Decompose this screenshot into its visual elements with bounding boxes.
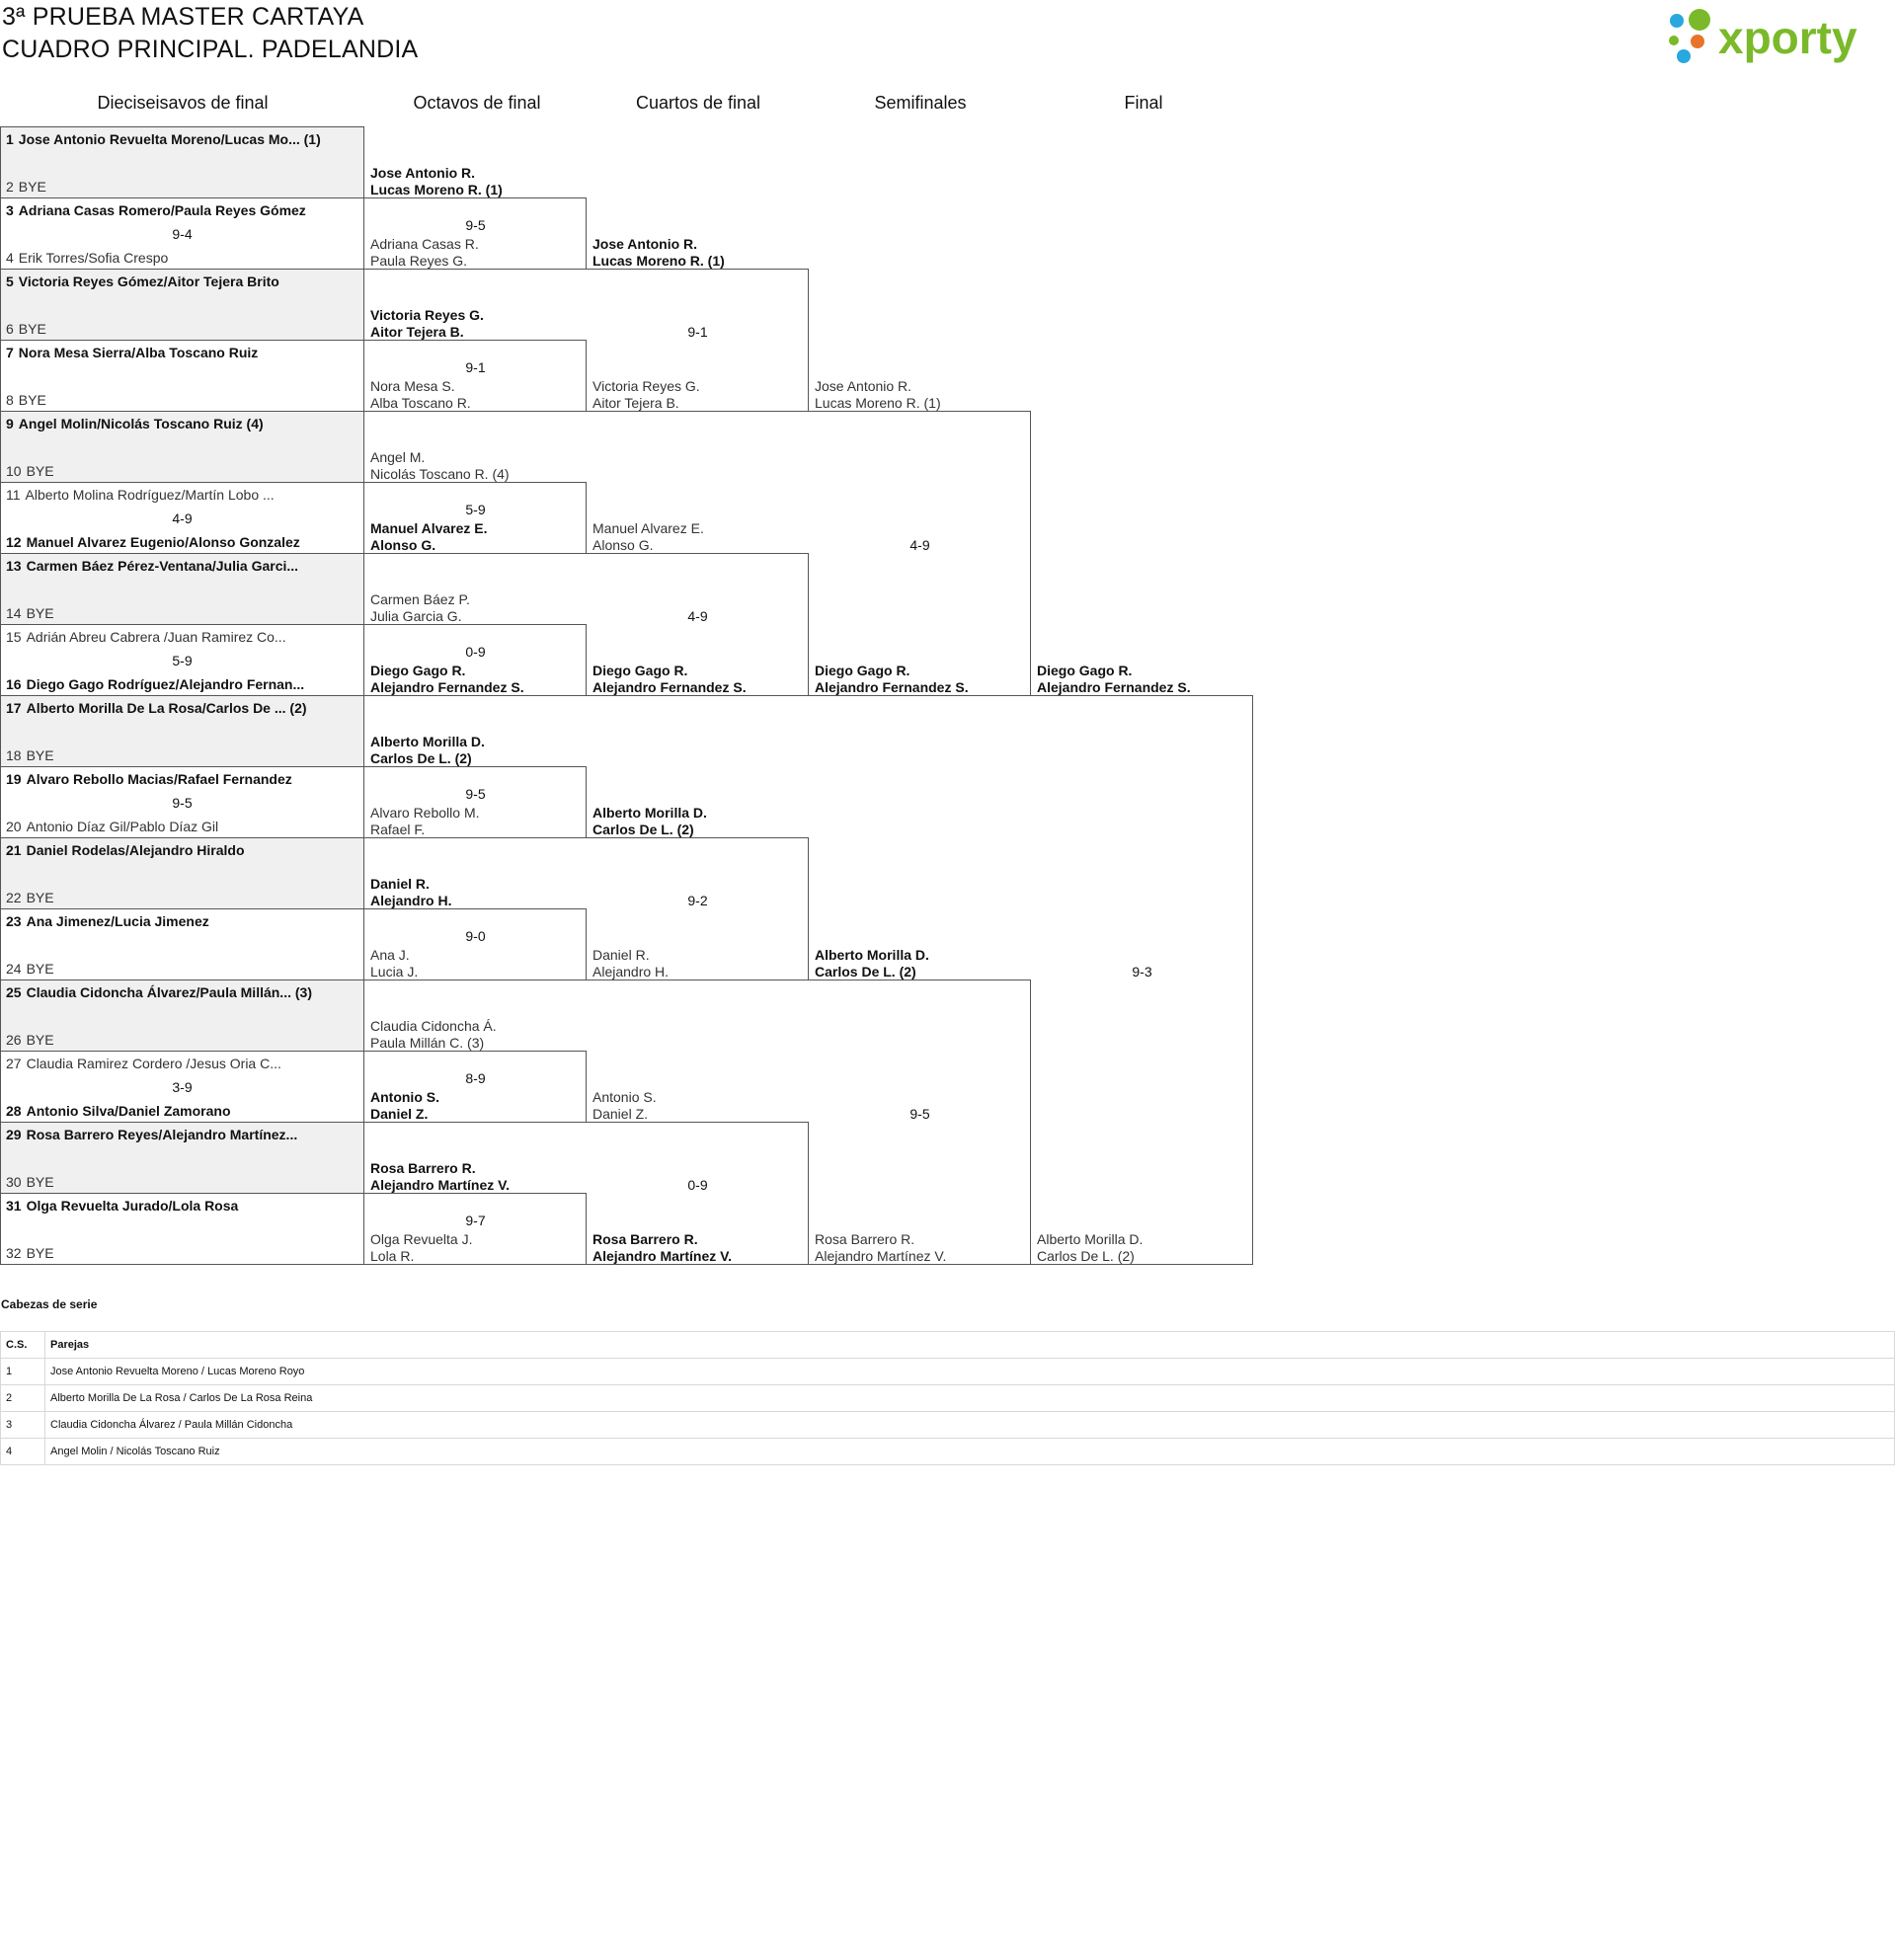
seeds-row — [1, 1359, 1895, 1385]
team-name: Nora Mesa Sierra/Alba Toscano Ruiz — [18, 345, 259, 360]
match-score: 9-1 — [687, 324, 708, 340]
team-seed-number: 14 — [6, 605, 22, 621]
team-player-1: Diego Gago R. — [1037, 663, 1133, 678]
match-score: 0-9 — [687, 1177, 708, 1193]
team-player-1: Angel M. — [370, 449, 426, 465]
team-player-2: Alejandro Fernandez S. — [370, 679, 524, 695]
bracket-line — [1252, 695, 1253, 1264]
seed-pair: Jose Antonio Revuelta Moreno / Lucas Moreno Royo — [45, 1359, 1895, 1385]
match-score: 5-9 — [172, 653, 193, 668]
team-bottom-short — [370, 947, 583, 982]
team-player-2: Lucas Moreno R. (1) — [815, 395, 941, 411]
team-seed-number: 17 — [6, 700, 22, 716]
team-player-2: Lucia J. — [370, 964, 419, 980]
team-bottom — [6, 250, 356, 266]
bracket-line — [364, 269, 587, 270]
team-name: Diego Gago Rodríguez/Alejandro Fernan... — [26, 676, 305, 692]
bracket-line — [0, 766, 364, 767]
bracket-line — [0, 1122, 364, 1123]
team-seed-number: 20 — [6, 819, 22, 834]
bracket-line — [0, 269, 364, 270]
team-name: Claudia Cidoncha Álvarez/Paula Millán... (3) — [26, 984, 312, 1000]
bracket-line — [0, 1264, 364, 1265]
match-score: 9-5 — [465, 786, 486, 802]
bracket-line — [364, 695, 587, 696]
bracket-line — [364, 624, 587, 625]
bracket-line — [808, 1122, 809, 1264]
bracket-line — [364, 1051, 587, 1052]
team-player-2: Alejandro H. — [592, 964, 670, 980]
team-bottom — [6, 747, 356, 763]
team-seed-number: 31 — [6, 1198, 22, 1214]
team-player-1: Alberto Morilla D. — [592, 805, 707, 821]
team-bottom — [6, 534, 356, 550]
bracket-line — [587, 695, 809, 696]
bracket-line — [586, 482, 587, 553]
bracket-line — [809, 411, 1031, 412]
team-seed-number: 10 — [6, 463, 22, 479]
team-name: Daniel Rodelas/Alejandro Hiraldo — [26, 842, 245, 858]
team-top-short — [370, 449, 583, 485]
team-seed-number: 2 — [6, 179, 14, 195]
bracket-line — [586, 197, 587, 269]
team-player-2: Carlos De L. (2) — [1037, 1248, 1135, 1264]
bracket-line — [0, 411, 364, 412]
match-score: 3-9 — [172, 1079, 193, 1095]
team-top — [6, 1056, 356, 1071]
team-name: Olga Revuelta Jurado/Lola Rosa — [26, 1198, 239, 1214]
bracket-line — [0, 837, 364, 838]
team-name: BYE — [26, 605, 54, 621]
seed-number: 1 — [1, 1359, 45, 1385]
match-score: 0-9 — [465, 644, 486, 660]
match-score: 9-3 — [1132, 964, 1152, 980]
bracket-line — [1030, 980, 1031, 1264]
bracket-line — [0, 126, 364, 127]
team-bottom — [6, 1174, 356, 1190]
match-score: 8-9 — [465, 1070, 486, 1086]
team-bottom — [6, 321, 356, 337]
team-bottom — [6, 1245, 356, 1261]
team-player-1: Carmen Báez P. — [370, 591, 470, 607]
logo-dot-blue-top — [1670, 14, 1684, 28]
bracket-line — [587, 269, 809, 270]
team-top — [6, 913, 356, 929]
bracket-line — [364, 908, 587, 909]
team-name: BYE — [26, 1174, 54, 1190]
team-player-1: Alvaro Rebollo M. — [370, 805, 480, 821]
team-bottom — [6, 1103, 356, 1119]
team-player-1: Olga Revuelta J. — [370, 1231, 473, 1247]
seed-pair: Claudia Cidoncha Álvarez / Paula Millán Cidoncha — [45, 1412, 1895, 1439]
bracket-line — [586, 766, 587, 837]
team-player-1: Alberto Morilla D. — [1037, 1231, 1144, 1247]
team-bottom-short — [592, 947, 805, 982]
team-player-2: Alejandro Fernandez S. — [1037, 679, 1191, 695]
bracket-line — [364, 837, 587, 838]
bracket-line — [0, 624, 364, 625]
team-bottom-short — [1037, 1231, 1249, 1267]
team-player-1: Victoria Reyes G. — [592, 378, 700, 394]
team-bottom — [6, 1032, 356, 1048]
bracket-line — [0, 1193, 364, 1194]
team-player-2: Aitor Tejera B. — [592, 395, 679, 411]
team-name: Erik Torres/Sofia Crespo — [18, 250, 169, 266]
bracket-line — [587, 1264, 809, 1265]
team-seed-number: 1 — [6, 131, 14, 147]
team-seed-number: 27 — [6, 1056, 22, 1071]
team-top-short — [592, 520, 805, 556]
team-seed-number: 25 — [6, 984, 22, 1000]
team-player-2: Paula Reyes G. — [370, 253, 468, 269]
bracket-line — [587, 553, 809, 554]
team-player-1: Victoria Reyes G. — [370, 307, 484, 323]
round-heading: Dieciseisavos de final — [97, 93, 269, 113]
team-name: BYE — [18, 392, 46, 408]
team-name: BYE — [18, 179, 46, 195]
team-name: BYE — [26, 463, 54, 479]
seeds-title: Cabezas de serie — [1, 1297, 98, 1311]
team-player-1: Manuel Alvarez E. — [592, 520, 704, 536]
team-bottom-short — [592, 663, 805, 698]
team-bottom-short — [370, 1231, 583, 1267]
team-player-2: Julia Garcia G. — [370, 608, 462, 624]
bracket-line — [0, 553, 364, 554]
team-bottom — [6, 961, 356, 977]
bracket-line — [1031, 695, 1253, 696]
team-name: Claudia Ramirez Cordero /Jesus Oria C... — [26, 1056, 281, 1071]
seeds-table — [0, 1331, 1895, 1465]
bracket-line — [808, 269, 809, 411]
team-player-1: Antonio S. — [370, 1089, 439, 1105]
match-score: 9-5 — [909, 1106, 930, 1122]
bracket-line — [587, 1122, 809, 1123]
team-player-1: Ana J. — [370, 947, 410, 963]
team-player-2: Carlos De L. (2) — [370, 750, 472, 766]
team-player-2: Carlos De L. (2) — [592, 822, 694, 837]
team-player-1: Daniel R. — [592, 947, 650, 963]
tournament-title-line2: CUADRO PRINCIPAL. PADELANDIA — [2, 36, 419, 63]
team-name: Adriana Casas Romero/Paula Reyes Gómez — [18, 202, 306, 218]
team-player-1: Rosa Barrero R. — [815, 1231, 915, 1247]
team-player-1: Diego Gago R. — [370, 663, 466, 678]
team-seed-number: 9 — [6, 416, 14, 431]
bracket-line — [364, 197, 587, 198]
team-player-2: Daniel Z. — [370, 1106, 429, 1122]
team-player-1: Jose Antonio R. — [592, 236, 698, 252]
bracket-line — [0, 340, 364, 341]
bracket-line — [1031, 1264, 1253, 1265]
team-player-1: Rosa Barrero R. — [370, 1160, 476, 1176]
bracket-line — [0, 1051, 364, 1052]
logo-wordmark: xporty — [1718, 12, 1857, 63]
seeds-row — [1, 1412, 1895, 1439]
team-top-short — [370, 876, 583, 911]
match-score: 9-4 — [172, 226, 193, 242]
team-top — [6, 700, 356, 716]
team-name: Adrián Abreu Cabrera /Juan Ramirez Co... — [26, 629, 286, 645]
match-score: 9-5 — [465, 217, 486, 233]
match-score: 4-9 — [172, 510, 193, 526]
team-player-2: Alejandro H. — [370, 893, 452, 908]
bracket-line — [0, 482, 364, 483]
match-score: 4-9 — [909, 537, 930, 553]
team-name: Angel Molin/Nicolás Toscano Ruiz (4) — [18, 416, 264, 431]
team-player-2: Alonso G. — [370, 537, 436, 553]
seeds-header-row — [1, 1332, 1895, 1359]
team-player-2: Alejandro Fernandez S. — [592, 679, 747, 695]
team-player-2: Alejandro Martínez V. — [370, 1177, 511, 1193]
bracket-line — [809, 695, 1031, 696]
bracket-line — [586, 908, 587, 980]
team-player-1: Jose Antonio R. — [815, 378, 912, 394]
team-name: Victoria Reyes Gómez/Aitor Tejera Brito — [18, 274, 279, 289]
team-name: BYE — [26, 1245, 54, 1261]
team-top — [6, 202, 356, 218]
team-top-short — [370, 165, 583, 200]
team-player-2: Daniel Z. — [592, 1106, 649, 1122]
team-seed-number: 29 — [6, 1127, 22, 1142]
round-heading: Semifinales — [874, 93, 967, 113]
team-name: Antonio Díaz Gil/Pablo Díaz Gil — [26, 819, 219, 834]
team-top — [6, 131, 356, 147]
team-player-2: Alejandro Martínez V. — [592, 1248, 733, 1264]
team-name: Jose Antonio Revuelta Moreno/Lucas Mo... (1) — [18, 131, 321, 147]
team-player-2: Lucas Moreno R. (1) — [592, 253, 725, 269]
team-name: Alvaro Rebollo Macias/Rafael Fernandez — [26, 771, 292, 787]
team-bottom — [6, 676, 356, 692]
seed-pair: Angel Molin / Nicolás Toscano Ruiz — [45, 1439, 1895, 1465]
team-seed-number: 23 — [6, 913, 22, 929]
team-top — [6, 771, 356, 787]
team-name: BYE — [26, 890, 54, 905]
team-name: BYE — [18, 321, 46, 337]
seeds-col-pairs: Parejas — [45, 1332, 1895, 1359]
team-player-1: Diego Gago R. — [592, 663, 688, 678]
team-player-1: Rosa Barrero R. — [592, 1231, 698, 1247]
team-top — [6, 1127, 356, 1142]
seeds-row — [1, 1439, 1895, 1465]
team-name: Rosa Barrero Reyes/Alejandro Martínez... — [26, 1127, 298, 1142]
seeds-col-seed: C.S. — [1, 1332, 45, 1359]
team-player-2: Aitor Tejera B. — [370, 324, 464, 340]
logo-dot-green-top — [1689, 9, 1710, 31]
team-player-2: Lola R. — [370, 1248, 415, 1264]
team-name: BYE — [26, 1032, 54, 1048]
team-top-short — [815, 947, 1027, 982]
team-seed-number: 7 — [6, 345, 14, 360]
team-top — [6, 842, 356, 858]
bracket-line — [0, 695, 364, 696]
team-seed-number: 19 — [6, 771, 22, 787]
team-player-1: Jose Antonio R. — [370, 165, 476, 181]
match-score: 5-9 — [465, 502, 486, 517]
team-player-1: Manuel Alvarez E. — [370, 520, 488, 536]
bracket-line — [364, 340, 587, 341]
team-top-short — [370, 591, 583, 627]
team-top — [6, 416, 356, 431]
team-seed-number: 16 — [6, 676, 22, 692]
team-seed-number: 11 — [6, 487, 21, 503]
team-top-short — [370, 1160, 583, 1196]
team-bottom — [6, 819, 356, 834]
team-seed-number: 24 — [6, 961, 22, 977]
match-score: 9-5 — [172, 795, 193, 811]
team-name: Alberto Molina Rodríguez/Martín Lobo ... — [25, 487, 275, 503]
team-name: BYE — [26, 961, 54, 977]
team-player-1: Diego Gago R. — [815, 663, 910, 678]
team-player-2: Rafael F. — [370, 822, 426, 837]
team-player-2: Carlos De L. (2) — [815, 964, 916, 980]
team-top — [6, 558, 356, 574]
team-top — [6, 274, 356, 289]
team-name: Alberto Morilla De La Rosa/Carlos De ... (2) — [26, 700, 307, 716]
team-player-1: Claudia Cidoncha Á. — [370, 1018, 497, 1034]
team-seed-number: 22 — [6, 890, 22, 905]
team-seed-number: 15 — [6, 629, 22, 645]
team-player-1: Alberto Morilla D. — [370, 734, 485, 749]
bracket-line — [808, 553, 809, 695]
round-heading: Octavos de final — [413, 93, 541, 113]
team-top-short — [592, 805, 805, 840]
bracket-line — [364, 482, 587, 483]
team-name: BYE — [26, 747, 54, 763]
team-seed-number: 4 — [6, 250, 14, 266]
bracket-line — [586, 1193, 587, 1264]
team-bottom — [6, 179, 356, 195]
team-seed-number: 32 — [6, 1245, 22, 1261]
logo-dot-green-bottom — [1669, 36, 1679, 45]
team-seed-number: 18 — [6, 747, 22, 763]
team-player-2: Paula Millán C. (3) — [370, 1035, 485, 1051]
team-player-2: Alonso G. — [592, 537, 654, 553]
team-seed-number: 30 — [6, 1174, 22, 1190]
team-top — [6, 629, 356, 645]
bracket-line — [808, 837, 809, 980]
bracket-line — [364, 1264, 587, 1265]
bracket-line — [0, 908, 364, 909]
team-bottom — [6, 890, 356, 905]
team-player-2: Alejandro Fernandez S. — [815, 679, 969, 695]
match-score: 9-1 — [465, 359, 486, 375]
team-player-1: Alberto Morilla D. — [815, 947, 929, 963]
team-player-2: Alejandro Martínez V. — [815, 1248, 947, 1264]
seed-number: 4 — [1, 1439, 45, 1465]
team-name: Ana Jimenez/Lucia Jimenez — [26, 913, 209, 929]
team-bottom-short — [370, 378, 583, 414]
team-top-short — [592, 1089, 805, 1125]
team-top — [6, 984, 356, 1000]
team-top-short — [370, 307, 583, 343]
logo-dot-blue-bottom — [1677, 49, 1691, 63]
team-seed-number: 12 — [6, 534, 22, 550]
team-seed-number: 3 — [6, 202, 14, 218]
match-score: 9-2 — [687, 893, 708, 908]
team-top-short — [1037, 663, 1249, 698]
bracket-line — [586, 1051, 587, 1122]
seed-pair: Alberto Morilla De La Rosa / Carlos De La Rosa Reina — [45, 1385, 1895, 1412]
bracket-line — [587, 411, 809, 412]
logo-dot-orange — [1691, 35, 1704, 48]
team-bottom-short — [815, 1231, 1027, 1267]
match-score: 9-0 — [465, 928, 486, 944]
bracket-line — [364, 553, 587, 554]
team-name: Manuel Alvarez Eugenio/Alonso Gonzalez — [26, 534, 300, 550]
team-seed-number: 26 — [6, 1032, 22, 1048]
team-bottom-short — [592, 378, 805, 414]
team-top-short — [815, 378, 1027, 414]
team-bottom-short — [815, 663, 1027, 698]
xporty-logo — [1667, 4, 1894, 67]
team-player-2: Alba Toscano R. — [370, 395, 471, 411]
bracket-line — [587, 837, 809, 838]
team-bottom-short — [370, 805, 583, 840]
bracket-line — [809, 1264, 1031, 1265]
match-score: 4-9 — [687, 608, 708, 624]
team-player-2: Nicolás Toscano R. (4) — [370, 466, 510, 482]
team-seed-number: 6 — [6, 321, 14, 337]
team-bottom-short — [370, 520, 583, 556]
team-player-2: Lucas Moreno R. (1) — [370, 182, 503, 197]
team-bottom-short — [370, 663, 583, 698]
seed-number: 2 — [1, 1385, 45, 1412]
team-player-1: Daniel R. — [370, 876, 430, 892]
team-top-short — [592, 236, 805, 272]
team-seed-number: 5 — [6, 274, 14, 289]
round-heading: Final — [1124, 93, 1163, 113]
seeds-row — [1, 1385, 1895, 1412]
seed-number: 3 — [1, 1412, 45, 1439]
bracket-line — [364, 1193, 587, 1194]
team-player-1: Antonio S. — [592, 1089, 657, 1105]
bracket-line — [0, 197, 364, 198]
team-top-short — [370, 734, 583, 769]
bracket-line — [1030, 411, 1031, 695]
bracket-line — [364, 411, 587, 412]
bracket-line — [364, 1122, 587, 1123]
team-seed-number: 8 — [6, 392, 14, 408]
team-bottom-short — [592, 1231, 805, 1267]
team-bottom — [6, 463, 356, 479]
bracket-line — [586, 624, 587, 695]
round-heading: Cuartos de final — [635, 93, 761, 113]
team-seed-number: 28 — [6, 1103, 22, 1119]
team-player-1: Adriana Casas R. — [370, 236, 479, 252]
team-bottom — [6, 605, 356, 621]
team-top-short — [370, 1018, 583, 1054]
team-player-1: Nora Mesa S. — [370, 378, 455, 394]
team-bottom-short — [370, 1089, 583, 1125]
team-top — [6, 345, 356, 360]
team-top — [6, 1198, 356, 1214]
tournament-title-line1: 3ª PRUEBA MASTER CARTAYA — [2, 3, 364, 31]
team-seed-number: 13 — [6, 558, 22, 574]
team-bottom — [6, 392, 356, 408]
team-name: Carmen Báez Pérez-Ventana/Julia Garci... — [26, 558, 299, 574]
bracket-line — [586, 340, 587, 411]
team-bottom-short — [370, 236, 583, 272]
team-seed-number: 21 — [6, 842, 22, 858]
bracket-line — [364, 766, 587, 767]
team-top — [6, 487, 356, 503]
match-score: 9-7 — [465, 1213, 486, 1228]
team-name: Antonio Silva/Daniel Zamorano — [26, 1103, 231, 1119]
